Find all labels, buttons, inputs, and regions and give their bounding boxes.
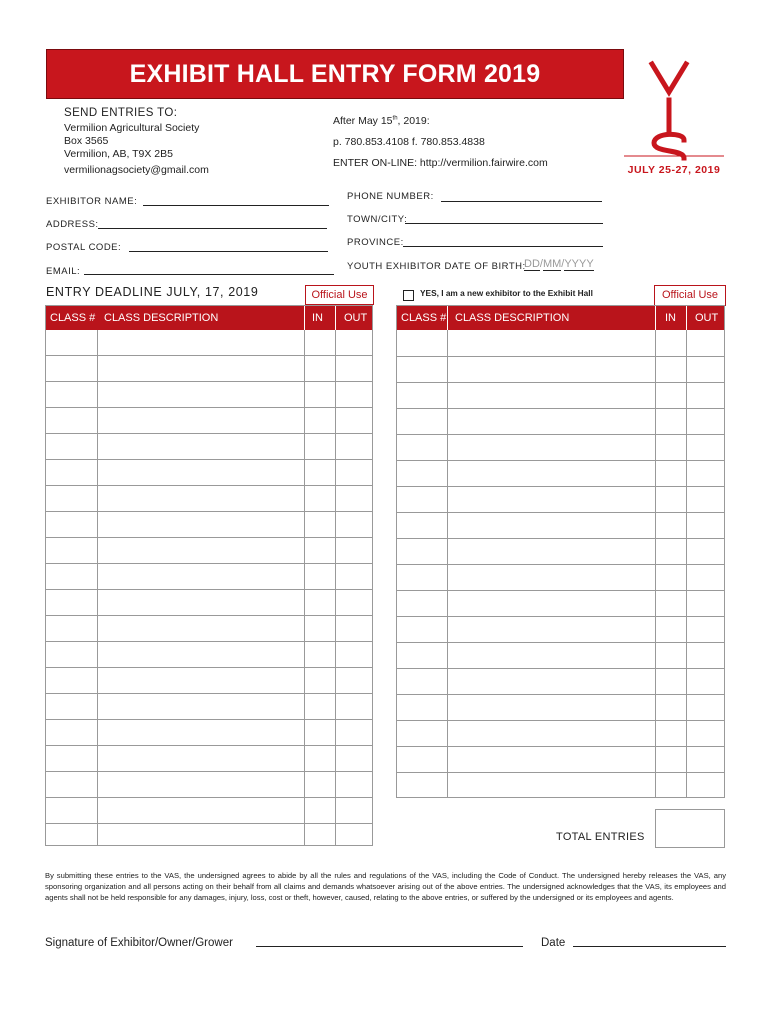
col-out: OUT — [695, 312, 719, 324]
phone-label: PHONE NUMBER: — [347, 191, 434, 202]
after-date-sup: th — [392, 115, 398, 122]
signature-field[interactable] — [256, 946, 523, 947]
col-in: IN — [665, 312, 676, 324]
town-field[interactable] — [405, 223, 603, 224]
col-in: IN — [312, 312, 323, 324]
province-label: PROVINCE: — [347, 237, 404, 248]
right-table-body — [397, 330, 724, 797]
new-exhibitor-label: YES, I am a new exhibitor to the Exhibit Hall — [420, 288, 593, 298]
town-label: TOWN/CITY: — [347, 214, 408, 225]
province-field[interactable] — [403, 246, 603, 247]
col-out: OUT — [344, 312, 368, 324]
postal-code-field[interactable] — [129, 251, 328, 252]
date-field[interactable] — [573, 946, 726, 947]
disclaimer-text: By submitting these entries to the VAS, the undersigned agrees to abide by all the rules and regulations of the VAS, including the Code of Conduct. The undersigned hereby releases the VAS, any sponsoring organization and all persons acting on their behalf from all claims and demands whatsoever arising out of the above entries. The undersigned acknowledges that the VAS, its employees and agents shall not be held responsible for any damages, injury, loss, cost or theft, however, caused, relating to the above entries, or suffered by the undersigned or its employees and agents. — [45, 871, 726, 903]
after-online: ENTER ON-LINE: http://vermilion.fairwire.com — [333, 157, 548, 169]
exhibitor-name-field[interactable] — [143, 205, 329, 206]
send-line: Vermilion Agricultural Society — [64, 122, 200, 134]
signature-label: Signature of Exhibitor/Owner/Grower — [45, 937, 233, 949]
col-class: CLASS # — [50, 312, 96, 324]
left-table-body — [46, 330, 372, 845]
right-entry-table — [396, 305, 725, 798]
after-date-prefix: After May 15 — [333, 115, 393, 127]
email-label: EMAIL: — [46, 266, 81, 277]
exhibitor-name-label: EXHIBITOR NAME: — [46, 196, 138, 207]
dob-sep: / — [561, 258, 565, 270]
youth-dob-field[interactable] — [524, 258, 594, 270]
date-label: Date — [541, 937, 566, 949]
title-bar — [46, 49, 624, 99]
send-email: vermilionagsociety@gmail.com — [64, 164, 209, 176]
left-entry-table — [45, 305, 373, 846]
send-line: Box 3565 — [64, 135, 109, 147]
col-desc: CLASS DESCRIPTION — [104, 312, 219, 324]
vas-logo — [622, 52, 726, 178]
official-use-right: Official Use — [654, 285, 726, 306]
entry-deadline: ENTRY DEADLINE JULY, 17, 2019 — [46, 285, 259, 299]
form-title: EXHIBIT HALL ENTRY FORM 2019 — [129, 60, 541, 88]
address-field[interactable] — [98, 228, 327, 229]
total-entries-box[interactable] — [655, 809, 725, 848]
send-heading: SEND ENTRIES TO: — [64, 107, 178, 119]
dob-mm: MM — [542, 258, 562, 270]
after-date — [333, 115, 548, 127]
after-block — [333, 115, 548, 169]
new-exhibitor-checkbox[interactable] — [403, 290, 414, 301]
send-entries-block — [64, 107, 209, 177]
total-entries-label: TOTAL ENTRIES — [556, 831, 645, 843]
youth-dob-label: YOUTH EXHIBITOR DATE OF BIRTH: — [347, 261, 526, 272]
dob-sep: / — [539, 258, 543, 270]
after-phone: p. 780.853.4108 f. 780.853.4838 — [333, 136, 485, 148]
vas-dates: JULY 25-27, 2019 — [627, 164, 721, 176]
official-use-left: Official Use — [305, 285, 374, 305]
dob-dd: DD — [524, 258, 540, 270]
col-class: CLASS # — [401, 312, 447, 324]
right-table-header — [397, 306, 724, 330]
left-table-header — [46, 306, 372, 330]
dob-yyyy: YYYY — [564, 258, 594, 270]
address-label: ADDRESS: — [46, 219, 99, 230]
send-line: Vermilion, AB, T9X 2B5 — [64, 148, 173, 160]
email-field[interactable] — [84, 274, 334, 275]
vas-logo-letters — [622, 52, 726, 162]
after-date-suffix: , 2019: — [397, 115, 430, 127]
postal-code-label: POSTAL CODE: — [46, 242, 122, 253]
col-desc: CLASS DESCRIPTION — [455, 312, 570, 324]
phone-field[interactable] — [441, 201, 602, 202]
